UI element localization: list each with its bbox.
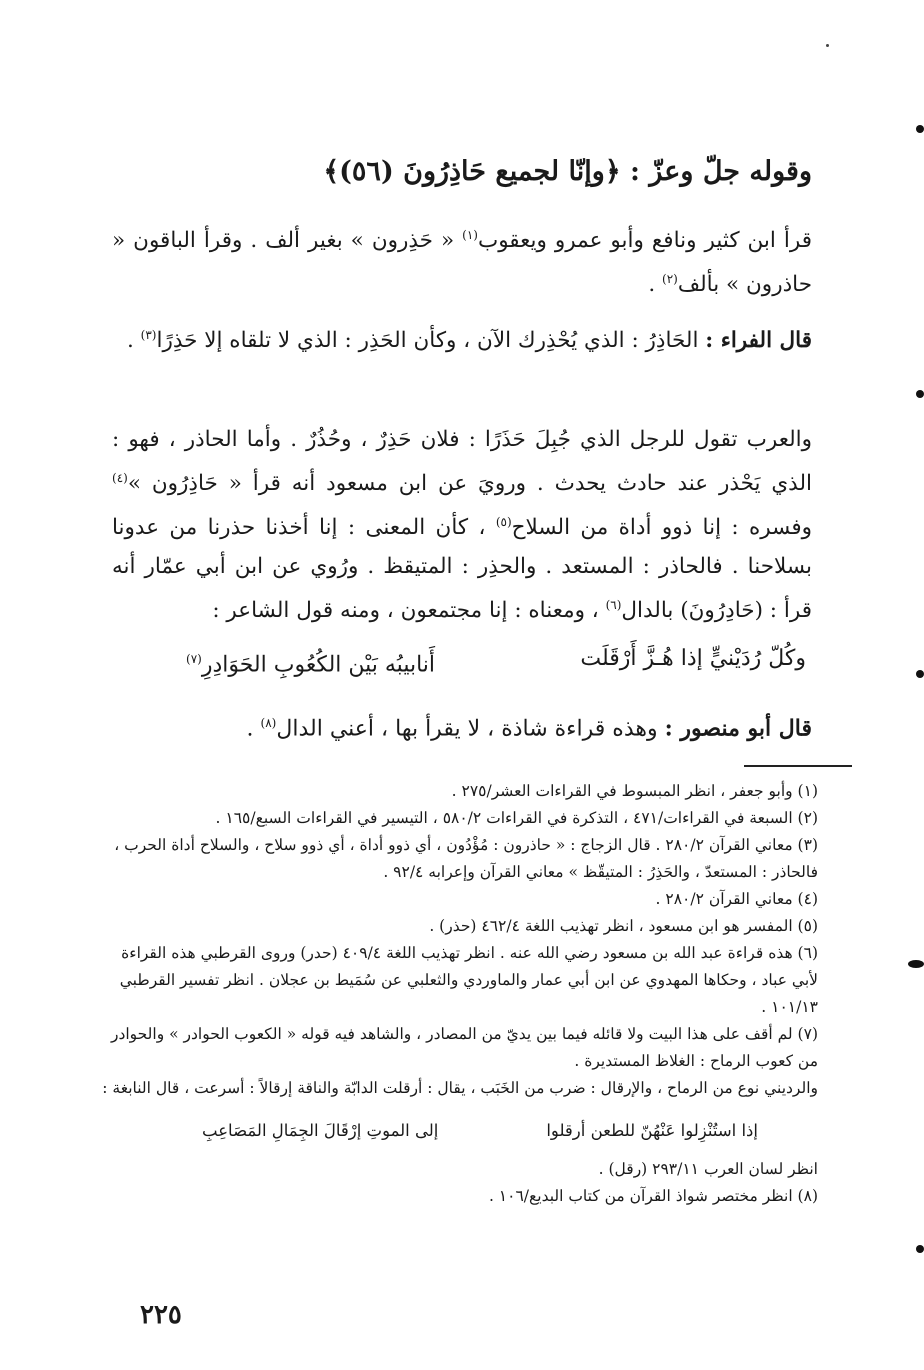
scan-edge-mark [916,125,924,133]
footnote-poem-first-hemistich: إذا استُنْزِلوا عَنْهُنّ للطعن أرقلوا [546,1121,758,1140]
footnote-poem-second-hemistich: إلى الموتِ إرْقَالَ الجِمَالِ المَصَاعِبِ [202,1121,439,1140]
footnote-1: (١) وأبو جعفر ، انظر المبسوط في القراءات العشر/٢٧٥ . [451,782,818,800]
poem-first-hemistich: وكُلّ رُدَيْنيٍّ إذا هُـزَّ أَرْقَلَت [580,646,806,671]
footnote-7-source: انظر لسان العرب ٢٩٣/١١ (رقل) . [598,1160,818,1178]
scan-edge-mark [916,1245,924,1253]
farra-end: . [126,328,141,354]
footnote-3: (٣) معاني القرآن ٢٨٠/٢ . قال الزجاج : « حاذرون : مُؤْدُون ، أي ذوو أداة ، أي ذوو سلاح ، والسلاح أداة الحرب ، فالحاذر : المستعدّ ، والحَذِرُ : المتيقّظ » معاني القرآن وإعرابه ٩٢/٤ . [114,836,818,881]
poem-verse [186,638,806,680]
scan-edge-mark [908,960,924,968]
abu-mansur-end: . [246,716,261,742]
farra-lead: قال الفراء : [705,328,812,354]
scan-edge-mark [916,670,924,678]
footnote-7-continued: والرديني نوع من الرماح ، والإرقال : ضرب من الخَبَب ، يقال : أرقلت الدابّة والناقة إرقالاً : أسرعت ، قال النابغة : [102,1079,818,1097]
footnote-5: (٥) المفسر هو ابن مسعود ، انظر تهذيب اللغة ٤٦٢/٤ (حذر) . [429,917,818,935]
poem-second-hemistich-text: أَنابيبُه بَيْن الكُعُوبِ الحَوَادِرِ [201,652,436,678]
footnote-marker[interactable]: (٦) [605,598,622,613]
paragraph-readings [112,216,812,304]
paragraph-farra [112,316,812,360]
paragraph-abu-mansur [112,704,812,748]
paragraph-arabs [112,420,812,630]
scan-edge-mark [916,390,924,398]
arabs-text-c: ، كأن المعنى : إنا أخذنا حذرنا من عدونا بسلاحنا . فالحاذر : المستعد . والحذِر : المتيقظ . ورُوي عن ابن أبي عمّار أنه قرأ : (حَادِرُونَ) بالدال [112,515,812,624]
page-number: ٢٢٥ [140,1300,182,1330]
footnote-7: (٧) لم أقف على هذا البيت ولا قائله فيما بين يديّ من المصادر ، والشاهد فيه قوله « الكعوب الحوادر » والحوادر من كعوب الرماح : الغلاظ المستديرة . [110,1025,818,1070]
abu-mansur-body: وهذه قراءة شاذة ، لا يقرأ بها ، أعني الدال [276,716,665,742]
footnote-poem-verse [102,1112,818,1150]
footnote-marker[interactable]: (٢) [662,272,678,287]
footnote-marker[interactable]: (٧) [186,652,202,666]
readings-text-a: قرأ ابن كثير ونافع وأبو عمرو ويعقوب [477,228,812,254]
footnote-marker[interactable]: (٨) [260,716,277,730]
arabs-text-d: ، ومعناه : إنا مجتمعون ، ومنه قول الشاعر : [212,598,606,624]
footnote-marker[interactable]: (٣) [140,328,157,342]
poem-second-hemistich [186,638,435,686]
footnote-2: (٢) السبعة في القراءات/٤٧١ ، التذكرة في القراءات ٥٨٠/٢ ، التيسير في القراءات السبع/١٦٥ . [215,809,818,827]
arabs-text-b: وفسره : إنا ذوو أداة من السلاح [511,515,812,541]
footnotes [102,778,818,1210]
readings-text-c: . [648,272,663,298]
abu-mansur-lead: قال أبو منصور : [664,715,812,742]
footnote-4: (٤) معاني القرآن ٢٨٠/٢ . [655,890,818,908]
footnote-8: (٨) انظر مختصر شواذ القرآن من كتاب البديع/١٠٦ . [488,1187,818,1205]
readings-text-b: « حَذِرون » بغير ألف . وقرأ الباقون « حاذرون » بألف [112,228,812,298]
scan-speck [826,44,829,47]
farra-body: الحَاذِرُ : الذي يُحْذِرك الآن ، وكأن الحَذِر : الذي لا تلقاه إلا حَذِرًا [156,328,706,354]
footnote-separator [744,765,852,767]
arabs-text-a: والعرب تقول للرجل الذي جُبِلَ حَذَرًا : فلان حَذِرٌ ، وحُذُرٌ . وأما الحاذر ، فهو : الذي يَحْذر عند حادث يحدث . ورويَ عن ابن مسعود أنه قرأ « حَاذِرُون » [112,427,812,497]
footnote-marker[interactable]: (٤) [112,471,128,485]
footnote-marker[interactable]: (٥) [495,515,512,530]
verse-heading: وقوله جلّ وعزّ : ﴿وإنّا لجميع حَاذِرُونَ (٥٦)﴾ [323,156,812,187]
footnote-6: (٦) هذه قراءة عبد الله بن مسعود رضي الله عنه . انظر تهذيب اللغة ٤٠٩/٤ (حدر) وروى القرطبي هذه القراءة لأبي عباد ، وحكاها المهدوي عن ابن أبي عمار والماوردي والثعلبي عن سُمَيط بن عجلان . انظر تفسير القرطبي ١٠١/١٣ . [119,944,818,1016]
footnote-marker[interactable]: (١) [462,228,478,242]
